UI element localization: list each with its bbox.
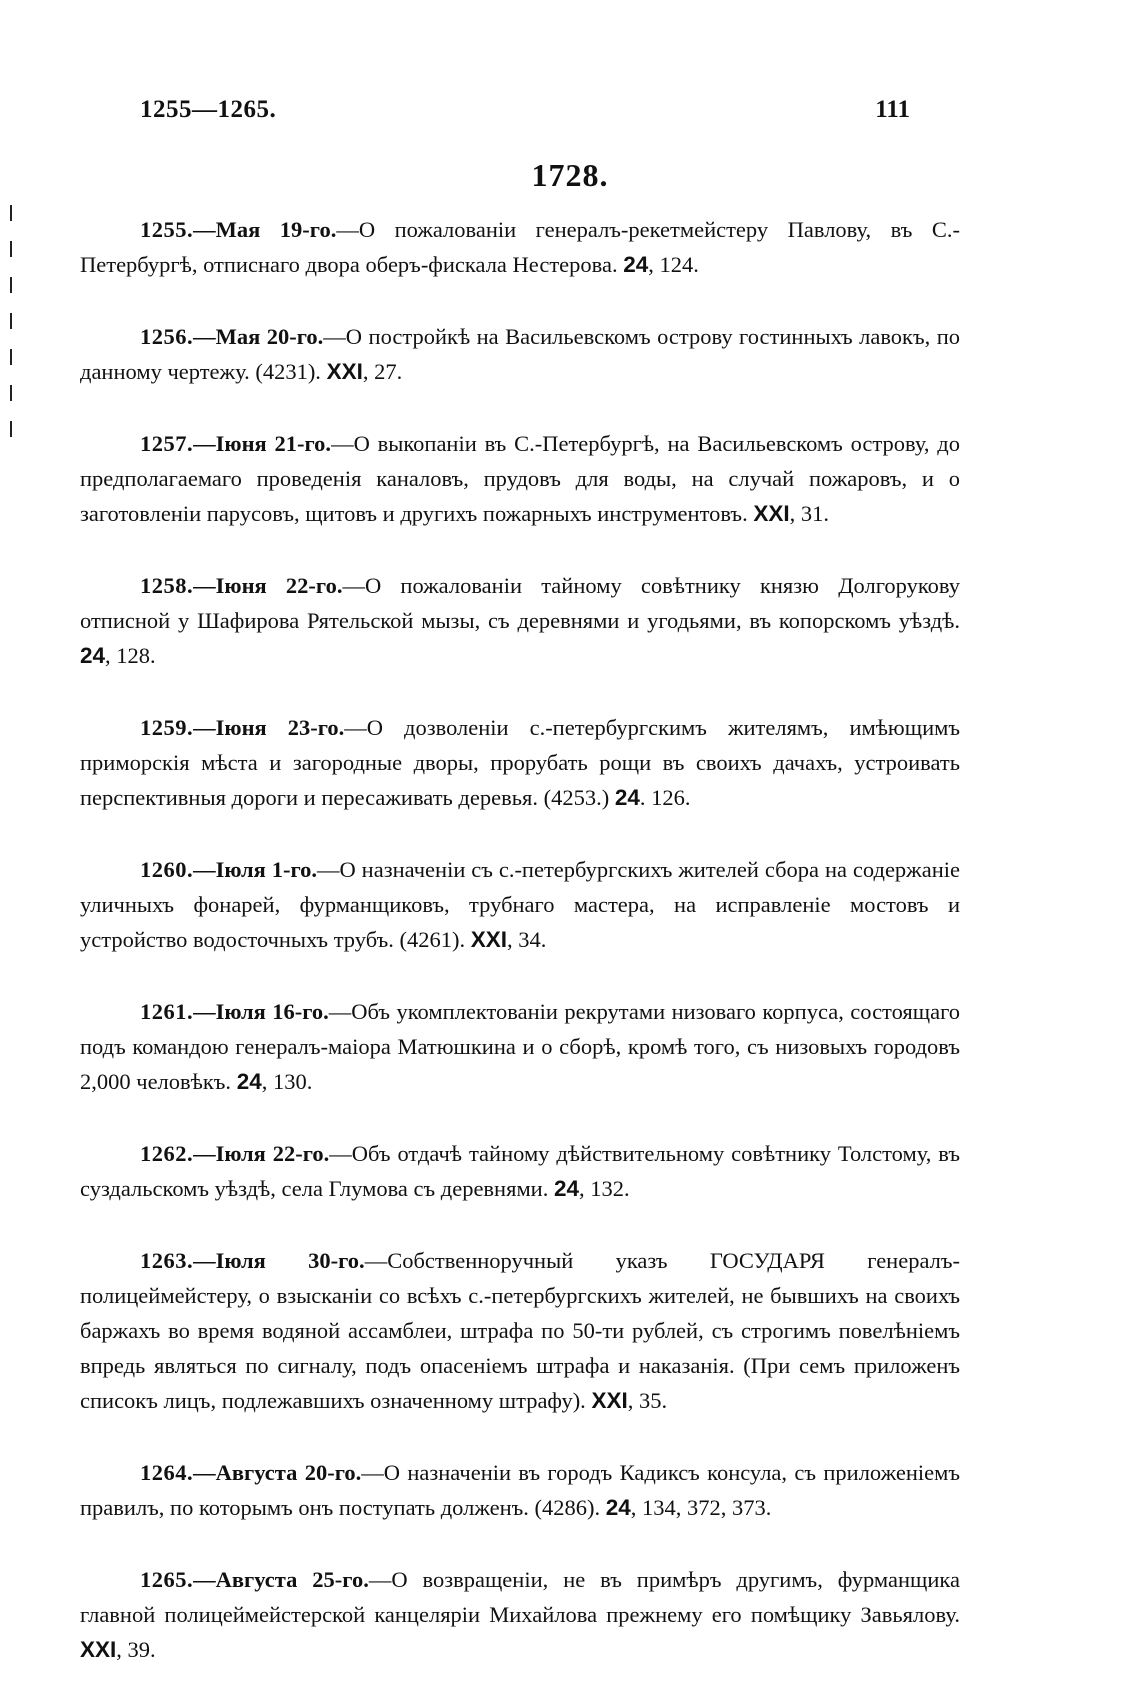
entry-page-ref: , 130. [261,1069,313,1094]
entry-page-ref: , 27. [362,359,403,384]
entry-text: —О возвращеніи, не въ примѣръ другимъ, фурманщика главной полицеймейстерской канцеляріи Михайлова прежнему его помѣщику Завьялову. [80,1567,960,1627]
entry-text: —О пожалованіи генералъ-рекетмейстеру Павлову, въ С.-Петербургѣ, отписнаго двора оберъ-фискала Нестерова. [80,217,960,277]
entry-number: 1255. [140,217,194,242]
margin-marks [8,205,14,495]
entry-page-ref: , 34. [507,927,547,952]
entry-volume: 24 [80,643,106,668]
entry-text: —О назначеніи въ городъ Кадиксъ консула, съ приложеніемъ правилъ, по которымъ онъ поступать долженъ. (4286). [80,1460,960,1520]
margin-mark [10,277,12,293]
entry-page-ref: , 128. [105,643,156,668]
margin-mark [10,241,12,257]
entry-date: —Іюля 1-го. [193,857,318,882]
margin-mark [10,349,12,365]
entry-date: —Августа 20-го. [193,1460,362,1485]
page-number: 111 [875,96,910,123]
entry-date: —Іюля 16-го. [193,999,329,1024]
entry-text: —О дозволеніи с.-петербургскимъ жителямъ, имѣющимъ приморскія мѣста и загородные дворы, прорубать рощи въ своихъ дачахъ, устроивать перспективныя дороги и пересаживать деревья. (4253.) [80,715,960,810]
entry-volume: 24 [236,1069,262,1094]
entry-date: —Августа 25-го. [193,1567,369,1592]
margin-mark [10,205,12,221]
entry-number: 1264. [140,1460,194,1485]
entry [80,994,960,1099]
entry-volume: XXI [80,1637,117,1662]
entry-text: —Собственноручный указъ ГОСУДАРЯ генералъ-полицеймейстеру, о взысканіи со всѣхъ с.-петербургскихъ жителей, не бывшихъ на своихъ баржахъ во время водяной ассамблеи, штрафа по 50-ти рублей, съ строгимъ повелѣніемъ впредь являться по сигналу, подъ опасеніемъ штрафа и наказанія. (При семъ приложенъ списокъ лицъ, подлежавшихъ означенному штрафу). [80,1248,960,1413]
entry [80,852,960,957]
entry-number: 1259. [140,715,194,740]
entry-number: 1263. [140,1248,194,1273]
entry [80,319,960,389]
entry-date: —Іюля 22-го. [193,1141,330,1166]
entry-number: 1258. [140,573,194,598]
margin-mark [10,313,12,329]
entry [80,212,960,282]
entry-range: 1255—1265. [140,96,277,123]
entry-page-ref: , 124. [648,252,699,277]
entry [80,568,960,673]
entry-volume: 24 [614,785,640,810]
entry-volume: 24 [605,1495,631,1520]
entry-number: 1262. [140,1141,194,1166]
margin-mark [10,385,12,401]
entry-page-ref: , 31. [789,501,829,526]
entry-text: —О назначеніи съ с.-петербургскихъ жителей сбора на содержаніе уличныхъ фонарей, фурманщиковъ, трубнаго мастера, на исправленіе мостовъ и устройство водосточныхъ трубъ. (4261). [80,857,960,952]
margin-mark [10,421,12,437]
entry [80,426,960,531]
entry-page-ref: . 126. [639,785,691,810]
entry-date: —Іюня 22-го. [193,573,343,598]
running-header [140,96,910,130]
entry [80,1562,960,1667]
entry-volume: XXI [591,1388,628,1413]
entry-page-ref: , 132. [579,1176,630,1201]
entry-text: —О выкопаніи въ С.-Петербургѣ, на Васильевскомъ острову, до предполагаемаго проведенія каналовъ, прудовъ для воды, на случай пожаровъ, и о заготовленіи парусовъ, щитовъ и другихъ пожарныхъ инструментовъ. [80,431,960,526]
entry-date: —Іюля 30-го. [193,1248,365,1273]
entry-page-ref: , 134, 372, 373. [630,1495,772,1520]
entry-text: —О пожалованіи тайному совѣтнику князю Долгорукову отписной у Шафирова Рятельской мызы, съ деревнями и угодьями, въ копорскомъ уѣздѣ. [80,573,960,633]
entry-number: 1260. [140,857,194,882]
entry-date: —Іюня 21-го. [193,431,332,456]
entry-number: 1257. [140,431,194,456]
entry-text: —Объ укомплектованіи рекрутами низоваго корпуса, состоящаго подъ командою генералъ-маіора Матюшкина и о сборѣ, кромѣ того, съ низовыхъ городовъ 2,000 человѣкъ. [80,999,960,1094]
entry [80,1136,960,1206]
entry-volume: XXI [470,927,507,952]
entry-date: —Мая 20-го. [193,324,324,349]
entries-list [80,212,960,1704]
entry [80,1243,960,1418]
entry-date: —Іюня 23-го. [193,715,345,740]
entry-text: —О постройкѣ на Васильевскомъ острову гостинныхъ лавокъ, по данному чертежу. (4231). [80,324,960,384]
entry-volume: 24 [623,252,649,277]
entry-page-ref: , 39. [116,1637,156,1662]
entry-number: 1256. [140,324,194,349]
entry-text: —Объ отдачѣ тайному дѣйствительному совѣтнику Толстому, въ суздальскомъ уѣздѣ, села Глумова съ деревнями. [80,1141,960,1201]
entry-volume: 24 [553,1176,580,1201]
entry-number: 1261. [140,999,194,1024]
entry-number: 1265. [140,1567,194,1592]
entry-date: —Мая 19-го. [193,217,337,242]
entry [80,710,960,815]
year-heading: 1728. [531,157,609,193]
entry-volume: XXI [326,359,363,384]
entry-volume: XXI [753,501,790,526]
entry-page-ref: , 35. [627,1388,668,1413]
entry [80,1455,960,1525]
